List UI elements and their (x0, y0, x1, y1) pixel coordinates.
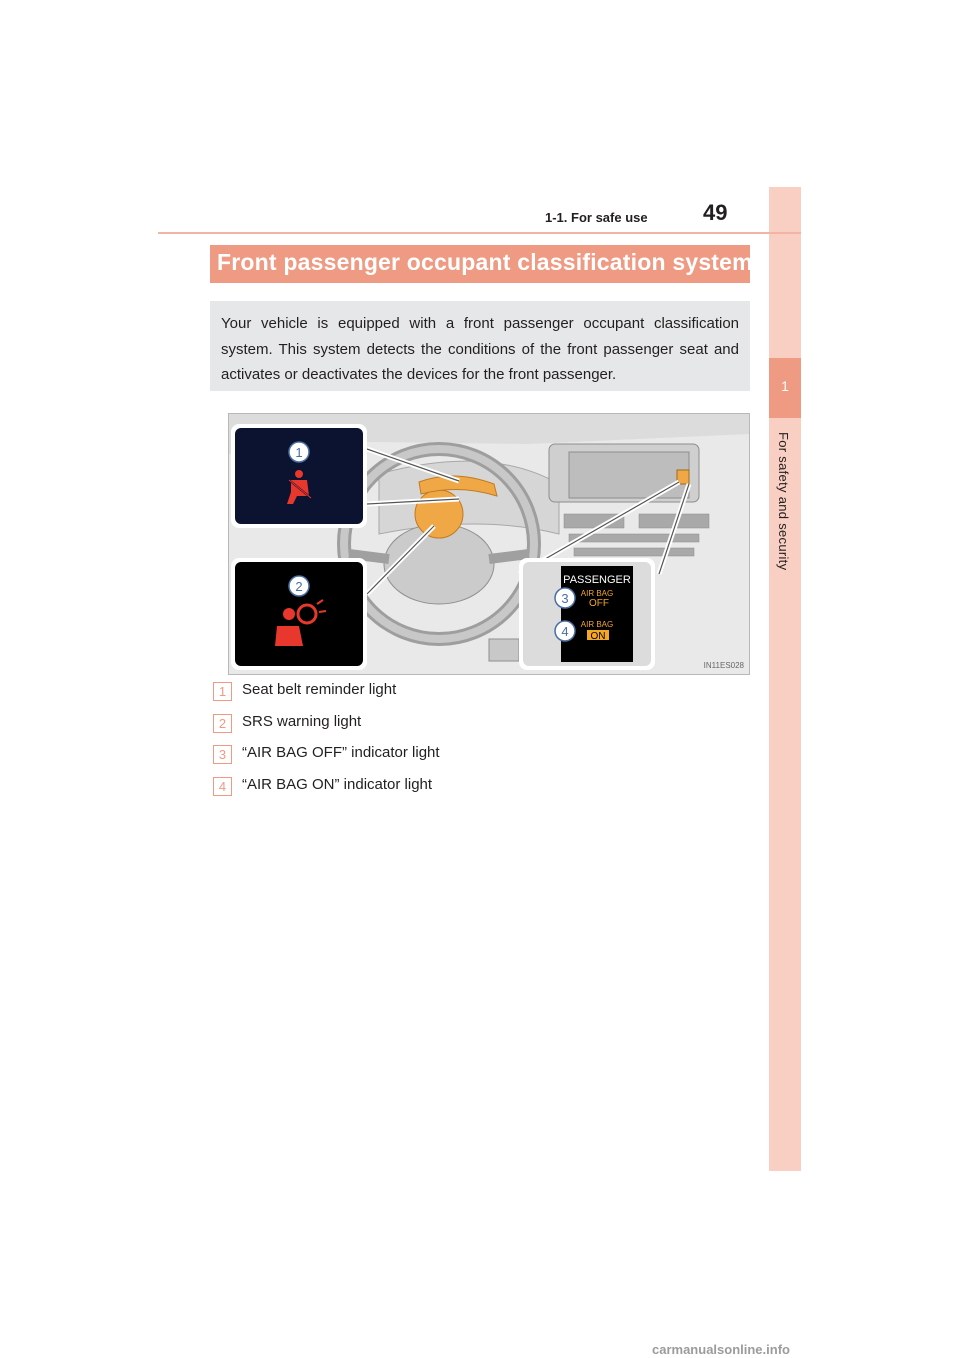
page-number: 49 (703, 200, 728, 225)
dashboard-illustration (228, 413, 750, 675)
callout-1 (289, 442, 309, 462)
svg-text:2: 2 (295, 579, 303, 594)
chapter-title: For safety and security (776, 432, 791, 571)
legend-number: 1 (213, 682, 232, 701)
chapter-number: 1 (781, 378, 789, 394)
intro-text: Your vehicle is equipped with a front passenger occupant classification system. This system detects the conditions of the front passenger seat and activates or deactivates the devices for the front passenger. (221, 315, 739, 383)
legend-item (210, 739, 750, 771)
on-label: ON (590, 631, 606, 642)
off-label: OFF (589, 598, 609, 609)
watermark: carmanualsonline.info (652, 1342, 790, 1357)
svg-text:4: 4 (561, 624, 569, 639)
legend-text: Seat belt reminder light (242, 681, 397, 698)
legend-item (210, 676, 750, 708)
legend-text: “AIR BAG OFF” indicator light (242, 744, 440, 761)
panel-title: PASSENGER (563, 574, 631, 586)
callout-4 (555, 621, 575, 641)
section-title: Front passenger occupant classification system (217, 249, 753, 275)
legend-number: 2 (213, 714, 232, 733)
section-label: 1-1. For safe use (545, 210, 648, 225)
callout-2 (289, 576, 309, 596)
svg-text:1: 1 (295, 445, 303, 460)
legend-text: “AIR BAG ON” indicator light (242, 775, 433, 793)
airbag-off-label: AIR BAG (580, 589, 614, 598)
legend-item (210, 771, 750, 803)
legend-list (210, 676, 750, 802)
dashboard-drawing (229, 414, 749, 674)
callout-3 (555, 588, 575, 608)
legend-number: 4 (213, 777, 232, 796)
section-title-bar (210, 245, 753, 283)
chapter-sidebar (769, 187, 801, 1171)
header-divider (158, 232, 801, 234)
airbag-on-label: AIR BAG (580, 620, 614, 629)
legend-text: SRS warning light (242, 712, 362, 730)
legend-number: 3 (213, 745, 232, 764)
intro-box (210, 301, 750, 391)
svg-text:3: 3 (561, 591, 569, 606)
legend-item (210, 708, 750, 740)
illustration-code: IN11ES028 (703, 661, 744, 670)
